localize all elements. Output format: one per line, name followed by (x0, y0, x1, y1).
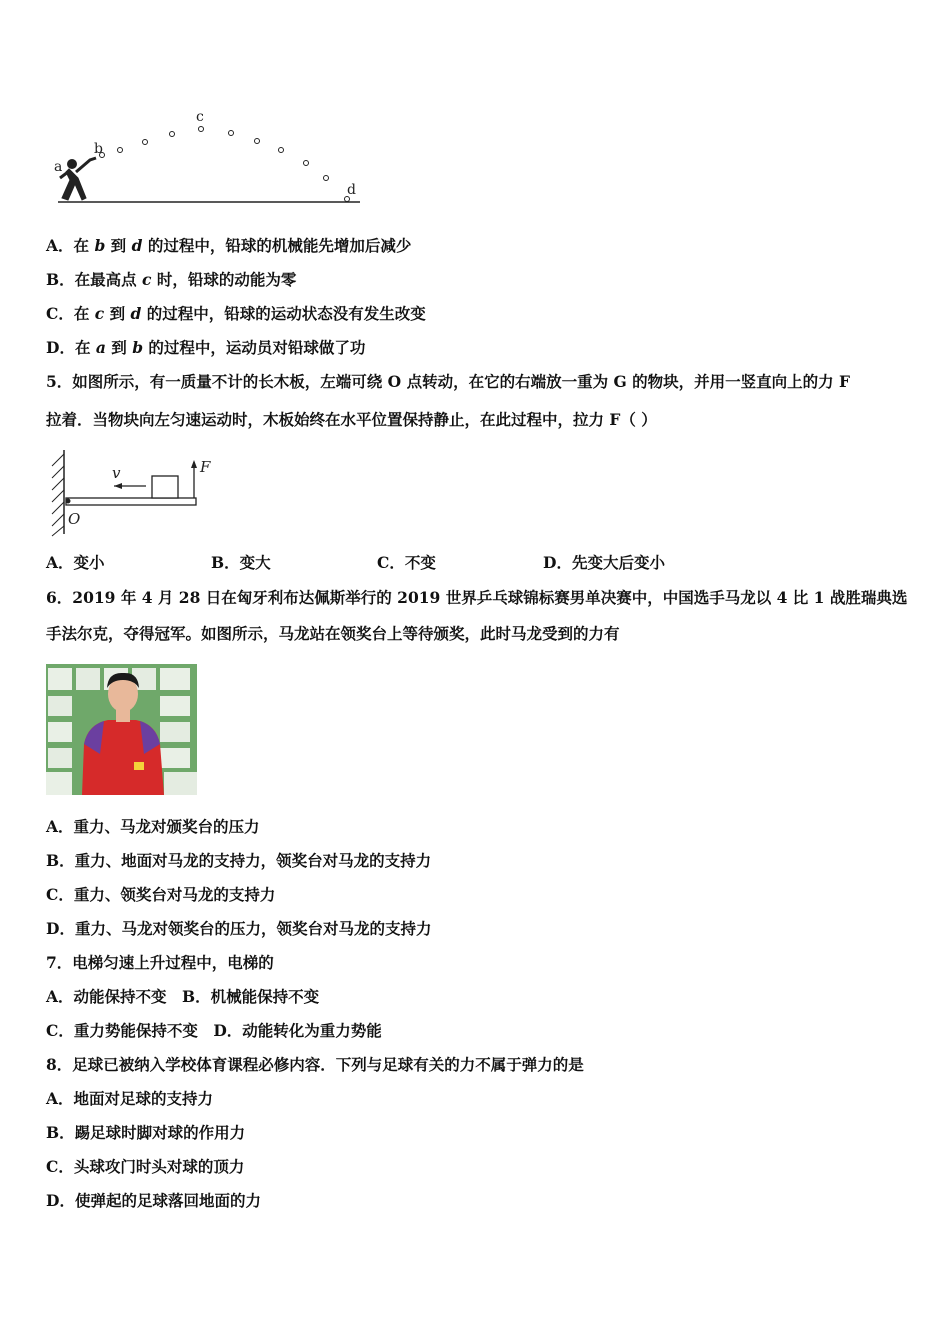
label-F: F (200, 458, 211, 476)
q5-option-b: B．变大 (211, 553, 271, 572)
award-ceremony-photo (46, 664, 197, 795)
q7-options-row2: C．重力势能保持不变 D．动能转化为重力势能 (46, 1021, 382, 1040)
q8-stem: 8．足球已被纳入学校体育课程必修内容．下列与足球有关的力不属于弹力的是 (46, 1055, 584, 1074)
q5-stem-line1: 5．如图所示，有一质量不计的长木板，左端可绕 O 点转动，在它的右端放一重为 G 的物块，并用一竖直向上的力 F (46, 372, 851, 391)
trajectory-point (279, 148, 284, 153)
trajectory-point (255, 139, 260, 144)
q5-option-c: C．不变 (377, 553, 436, 572)
q5-option-a: A．变小 (46, 553, 105, 572)
q8-option-c: C．头球攻门时头对球的顶力 (46, 1157, 245, 1176)
trajectory-point (304, 161, 309, 166)
q6-stem-line2: 手法尔克，夺得冠军。如图所示，马龙站在领奖台上等待颁奖，此时马龙受到的力有 (46, 624, 620, 643)
shot-put-trajectory-figure (50, 108, 370, 208)
trajectory-point (324, 176, 329, 181)
pivot-point (66, 499, 71, 504)
trajectory-point (229, 131, 234, 136)
q6-option-b: B．重力、地面对马龙的支持力，领奖台对马龙的支持力 (46, 851, 432, 870)
q8-option-d: D．使弹起的足球落回地面的力 (46, 1191, 261, 1210)
q4-option-c: C．在 c 到 d 的过程中，铅球的运动状态没有发生改变 (46, 304, 426, 323)
q8-option-a: A．地面对足球的支持力 (46, 1089, 214, 1108)
trajectory-point (118, 148, 123, 153)
q4-option-b: B．在最高点 c 时，铅球的动能为零 (46, 270, 297, 289)
q8-option-b: B．踢足球时脚对球的作用力 (46, 1123, 246, 1142)
q7-options-row1: A．动能保持不变 B．机械能保持不变 (46, 987, 320, 1006)
trajectory-point-c (199, 127, 204, 132)
trajectory-points (100, 127, 350, 202)
block (152, 476, 178, 498)
q6-option-a: A．重力、马龙对颁奖台的压力 (46, 817, 260, 836)
q7-stem: 7．电梯匀速上升过程中，电梯的 (46, 953, 274, 972)
label-c: c (196, 109, 204, 125)
label-b: b (94, 141, 103, 157)
q6-stem-line1: 6．2019 年 4 月 28 日在匈牙利布达佩斯举行的 2019 世界乒乓球锦标赛男单决赛中，中国选手马龙以 4 比 1 战胜瑞典选 (46, 588, 908, 607)
lever-board-figure (46, 448, 226, 538)
wooden-board (66, 498, 196, 505)
trajectory-point (143, 140, 148, 145)
athlete-figure (60, 158, 96, 200)
q4-option-a: A．在 b 到 d 的过程中，铅球的机械能先增加后减少 (46, 236, 412, 255)
force-arrowhead (191, 460, 197, 468)
wall-hatching (52, 454, 64, 536)
q5-option-d: D．先变大后变小 (543, 553, 665, 572)
q6-option-d: D．重力、马龙对领奖台的压力，领奖台对马龙的支持力 (46, 919, 432, 938)
label-v: v (112, 464, 121, 482)
label-d: d (347, 182, 356, 198)
q5-stem-line2: 拉着．当物块向左匀速运动时，木板始终在水平位置保持静止，在此过程中，拉力 F（ ） (46, 410, 657, 429)
label-a: a (54, 159, 63, 175)
q4-option-d: D．在 a 到 b 的过程中，运动员对铅球做了功 (46, 338, 366, 357)
velocity-arrowhead (114, 483, 122, 489)
q6-option-c: C．重力、领奖台对马龙的支持力 (46, 885, 276, 904)
label-O: O (68, 510, 81, 528)
trajectory-point (170, 132, 175, 137)
